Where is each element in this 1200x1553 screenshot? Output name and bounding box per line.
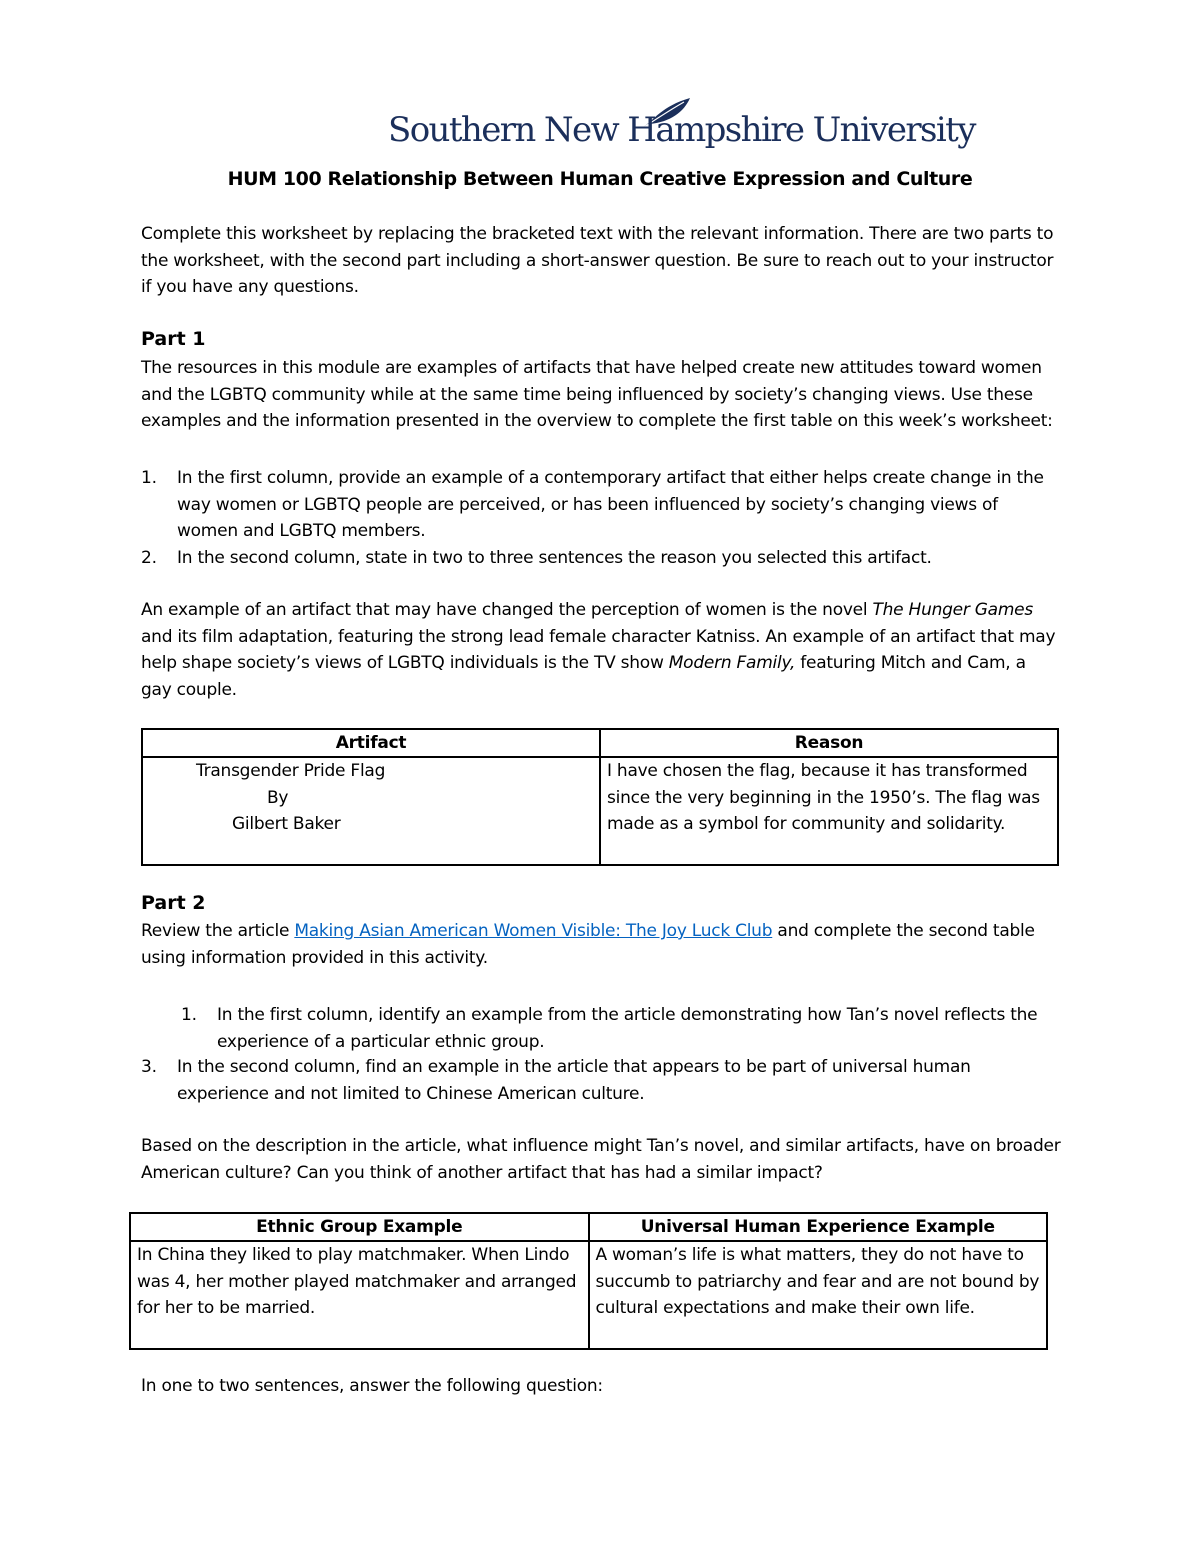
list-item xyxy=(141,465,1061,545)
logo-wordmark: Southern New Hampshire University xyxy=(388,110,975,150)
university-logo xyxy=(388,96,975,166)
part2-question: Based on the description in the article, what influence might Tan’s novel, and similar artifacts, have on broader American culture? Can you think of another artifact that has had a similar impact? xyxy=(141,1136,1061,1183)
list-number: 1. xyxy=(181,1005,197,1025)
reason-cell: I have chosen the flag, because it has transformed since the very beginning in the 1950’s. The flag was made as a symbol for community and solidarity. xyxy=(600,757,1058,865)
table-header-row xyxy=(130,1213,1047,1241)
ethnic-universal-table xyxy=(129,1212,1048,1350)
list-number: 1. xyxy=(141,468,157,488)
column-header-ethnic-group: Ethnic Group Example xyxy=(130,1213,589,1241)
list-number: 3. xyxy=(141,1057,157,1077)
list-number: 2. xyxy=(141,547,157,568)
part1-body: The resources in this module are examples of artifacts that have helped create new attitudes toward women and the LGBTQ community while at the same time being influenced by society’s changing views. Use these examples and the information presented in the overview to complete the first table on this week’s worksheet: xyxy=(141,358,1053,431)
page-title: HUM 100 Relationship Between Human Creative Expression and Culture xyxy=(227,168,973,190)
list-text: In the second column, find an example in the article that appears to be part of universal human experience and not limited to Chinese American culture. xyxy=(177,1057,971,1104)
list-item xyxy=(141,545,1061,572)
part1-heading: Part 1 xyxy=(141,328,206,350)
example-text: and its film adaptation, featuring the strong lead female character Katniss. An example of an artifact that may help shape society’s views of LGBTQ individuals is the TV show xyxy=(141,626,1056,673)
artifact-line: By xyxy=(267,787,289,808)
artifact-line: Gilbert Baker xyxy=(232,814,341,834)
column-header-reason: Reason xyxy=(600,729,1058,757)
example-text: An example of an artifact that may have changed the perception of women is the novel xyxy=(141,600,873,620)
universal-experience-cell: A woman’s life is what matters, they do not have to succumb to patriarchy and fear and are not bound by cultural expectations and make their own life. xyxy=(589,1241,1048,1349)
artifact-line: Transgender Pride Flag xyxy=(196,761,386,781)
review-text: Review the article xyxy=(141,921,295,941)
part2-review xyxy=(141,918,1061,971)
table-row xyxy=(130,1241,1047,1349)
list-text: In the first column, identify an example from the article demonstrating how Tan’s novel reflects the experience of a particular ethnic group. xyxy=(217,1005,1038,1052)
part1-list xyxy=(141,465,1061,571)
example-text: featuring Mitch and Cam, a gay couple. xyxy=(141,653,1026,700)
article-link[interactable]: Making Asian American Women Visible: The Joy Luck Club xyxy=(294,921,773,941)
part2-heading: Part 2 xyxy=(141,892,206,914)
column-header-artifact: Artifact xyxy=(142,729,600,757)
column-header-universal-experience: Universal Human Experience Example xyxy=(589,1213,1048,1241)
ethnic-group-cell: In China they liked to play matchmaker. When Lindo was 4, her mother played matchmaker and arranged for her to be married. xyxy=(130,1241,589,1349)
artifact-table xyxy=(141,728,1059,866)
example-paragraph xyxy=(141,597,1061,703)
example-title-hunger-games: The Hunger Games xyxy=(872,600,1033,620)
intro-paragraph: Complete this worksheet by replacing the bracketed text with the relevant information. There are two parts to the worksheet, with the second part including a short-answer question. Be sure to reach out to your instructor if you have any questions. xyxy=(141,224,1054,297)
example-title-modern-family: Modern Family, xyxy=(668,653,796,673)
table-header-row xyxy=(142,729,1058,757)
list-item xyxy=(181,1002,1061,1055)
list-item xyxy=(141,1054,1061,1107)
list-text: In the second column, state in two to three sentences the reason you selected this artifact. xyxy=(177,547,932,568)
artifact-cell xyxy=(142,757,600,865)
part2-list xyxy=(181,1002,1061,1055)
part2-list-continued xyxy=(141,1054,1061,1107)
closing-instruction: In one to two sentences, answer the following question: xyxy=(141,1376,603,1396)
review-text: and complete the second table using information provided in this activity. xyxy=(141,921,1035,968)
table-row xyxy=(142,757,1058,865)
list-text: In the first column, provide an example of a contemporary artifact that either helps create change in the way women or LGBTQ people are perceived, or has been influenced by society’s changing views of women and LGBTQ members. xyxy=(177,468,1044,541)
